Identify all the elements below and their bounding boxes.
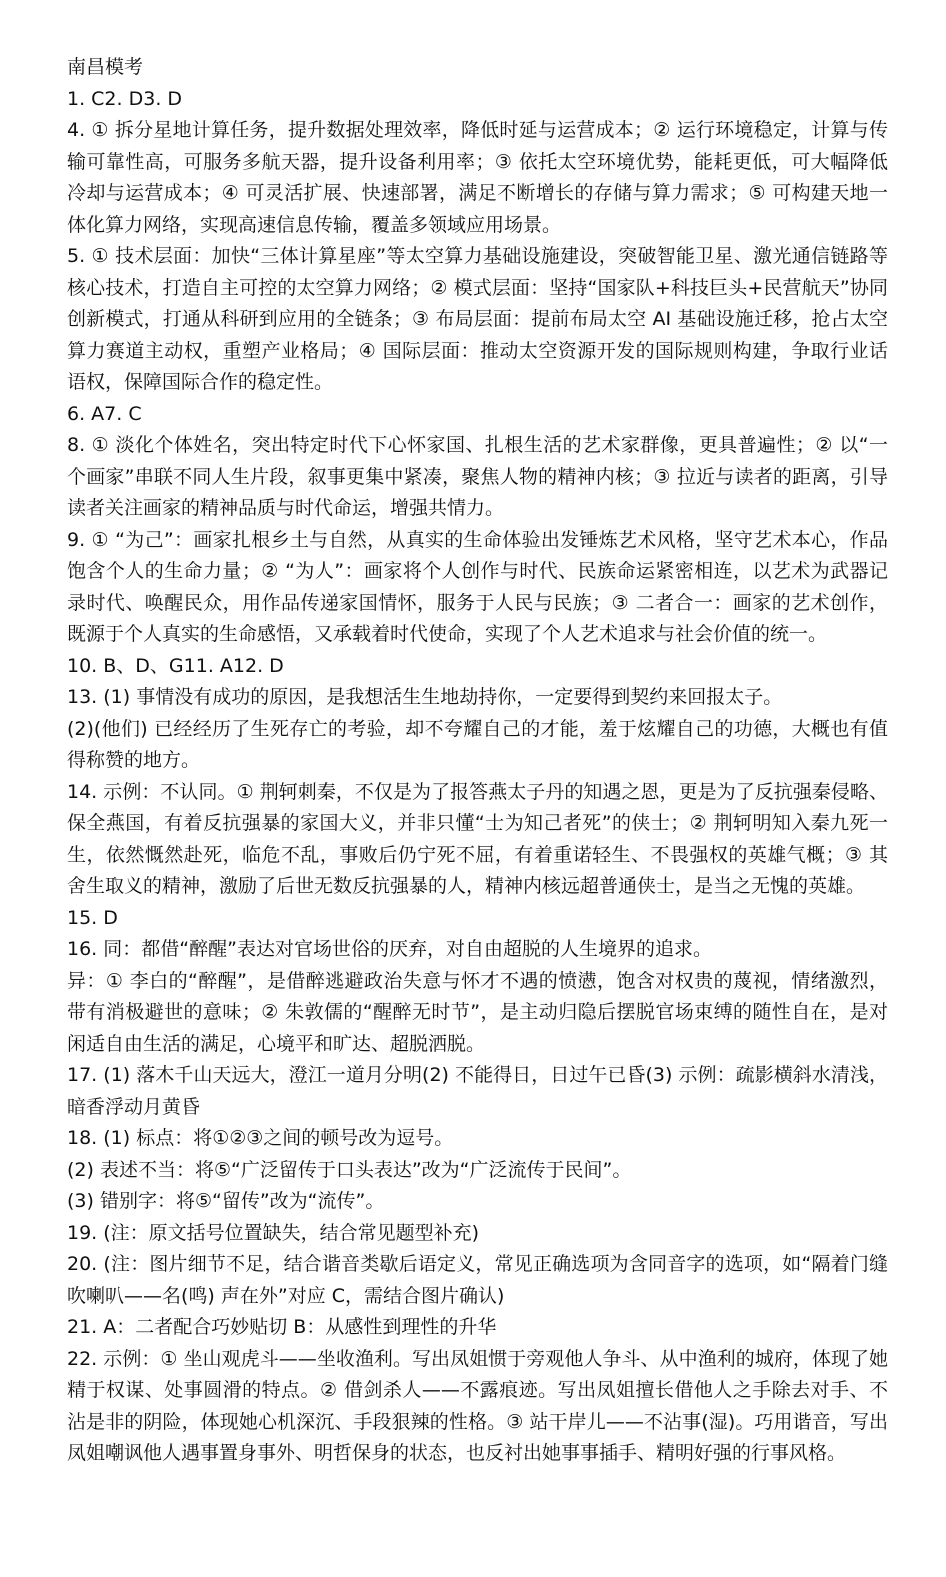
answer-q22: 22. 示例：① 坐山观虎斗——坐收渔利。写出凤姐惯于旁观他人争斗、从中渔利的城府，体现了她精于权谋、处事圆滑的特点。② 借剑杀人——不露痕迹。写出凤姐擅长借他人之手除去对手、不沾是非的阴险，体现她心机深沉、手段狠辣的性格。③ 站干岸儿——不沾事(湿)。巧用谐音，写出凤姐嘲讽他人遇事置身事外、明哲保身的状态，也反衬出她事事插手、精明好强的行事风格。 xyxy=(67,1347,888,1464)
answer-q13-1: 13. (1) 事情没有成功的原因，是我想活生生地劫持你，一定要得到契约来回报太子。 xyxy=(67,686,783,708)
answer-q8: 8. ① 淡化个体姓名，突出特定时代下心怀家国、扎根生活的艺术家群像，更具普遍性；② 以“一个画家”串联不同人生片段，叙事更集中紧凑，聚焦人物的精神内核；③ 拉近与读者的距离，引导读者关注画家的精神品质与时代命运，增强共情力。 xyxy=(67,434,888,519)
answer-q17: 17. (1) 落木千山天远大，澄江一道月分明(2) 不能得日，日过午已昏(3) 示例：疏影横斜水清浅，暗香浮动月黄昏 xyxy=(67,1064,888,1118)
answer-q15: 15. D xyxy=(67,906,118,929)
answer-q20: 20. (注：图片细节不足，结合谐音类歇后语定义，常见正确选项为含同音字的选项，如“隔着门缝吹喇叭——名(鸣) 声在外”对应 C，需结合图片确认) xyxy=(67,1253,888,1307)
answer-q16-diff: 异：① 李白的“醉醒”，是借醉逃避政治失意与怀才不遇的愤懑，饱含对权贵的蔑视，情绪激烈，带有消极避世的意味；② 朱敦儒的“醒醉无时节”，是主动归隐后摆脱官场束缚的随性自在，是对闲适自由生活的满足，心境平和旷达、超脱洒脱。 xyxy=(67,969,888,1055)
answer-q21: 21. A：二者配合巧妙贴切 B：从感性到理性的升华 xyxy=(67,1316,497,1338)
answer-q1-3: 1. C2. D3. D xyxy=(67,87,183,110)
answer-q18-1: 18. (1) 标点：将①②③之间的顿号改为逗号。 xyxy=(67,1127,454,1149)
answer-q5: 5. ① 技术层面：加快“三体计算星座”等太空算力基础设施建设，突破智能卫星、激光通信链路等核心技术，打造自主可控的太空算力网络；② 模式层面：坚持“国家队+科技巨头+民营航天”协同创新模式，打通从科研到应用的全链条；③ 布局层面：提前布局太空 AI 基础设施迁移，抢占太空算力赛道主动权，重塑产业格局；④ 国际层面：推动太空资源开发的国际规则构建，争取行业话语权，保障国际合作的稳定性。 xyxy=(67,245,888,393)
answer-q18-3: (3) 错别字：将⑤“留传”改为“流传”。 xyxy=(67,1190,385,1212)
answer-q18-2: (2) 表述不当：将⑤“广泛留传于口头表达”改为“广泛流传于民间”。 xyxy=(67,1158,632,1181)
document-title: 南昌模考 xyxy=(67,56,144,78)
answer-q13-2: (2)(他们) 已经经历了生死存亡的考验，却不夸耀自己的才能，羞于炫耀自己的功德，大概也有值得称赞的地方。 xyxy=(67,717,888,771)
answer-q19: 19. (注：原文括号位置缺失，结合常见题型补充) xyxy=(67,1221,480,1244)
answer-q10-12: 10. B、D、G11. A12. D xyxy=(67,654,284,677)
answer-q4: 4. ① 拆分星地计算任务，提升数据处理效率，降低时延与运营成本；② 运行环境稳定，计算与传输可靠性高，可服务多航天器，提升设备利用率；③ 依托太空环境优势，能耗更低，可大幅降低冷却与运营成本；④ 可灵活扩展、快速部署，满足不断增长的存储与算力需求；⑤ 可构建天地一体化算力网络，实现高速信息传输，覆盖多领域应用场景。 xyxy=(67,119,888,236)
answer-q14: 14. 示例：不认同。① 荆轲刺秦，不仅是为了报答燕太子丹的知遇之恩，更是为了反抗强秦侵略、保全燕国，有着反抗强暴的家国大义，并非只懂“士为知己者死”的侠士；② 荆轲明知入秦九死一生，依然慨然赴死，临危不乱，事败后仍宁死不屈，有着重诺轻生、不畏强权的英雄气概；③ 其舍生取义的精神，激励了后世无数反抗强暴的人，精神内核远超普通侠士，是当之无愧的英雄。 xyxy=(67,780,888,897)
answer-q16-same: 16. 同：都借“醉醒”表达对官场世俗的厌弃，对自由超脱的人生境界的追求。 xyxy=(67,938,712,960)
answer-q6-7: 6. A7. C xyxy=(67,402,142,425)
answer-q9: 9. ① “为己”：画家扎根乡土与自然，从真实的生命体验出发锤炼艺术风格，坚守艺术本心，作品饱含个人的生命力量；② “为人”：画家将个人创作与时代、民族命运紧密相连，以艺术为武器记录时代、唤醒民众，用作品传递家国情怀，服务于人民与民族；③ 二者合一：画家的艺术创作，既源于个人真实的生命感悟，又承载着时代使命，实现了个人艺术追求与社会价值的统一。 xyxy=(67,528,888,645)
